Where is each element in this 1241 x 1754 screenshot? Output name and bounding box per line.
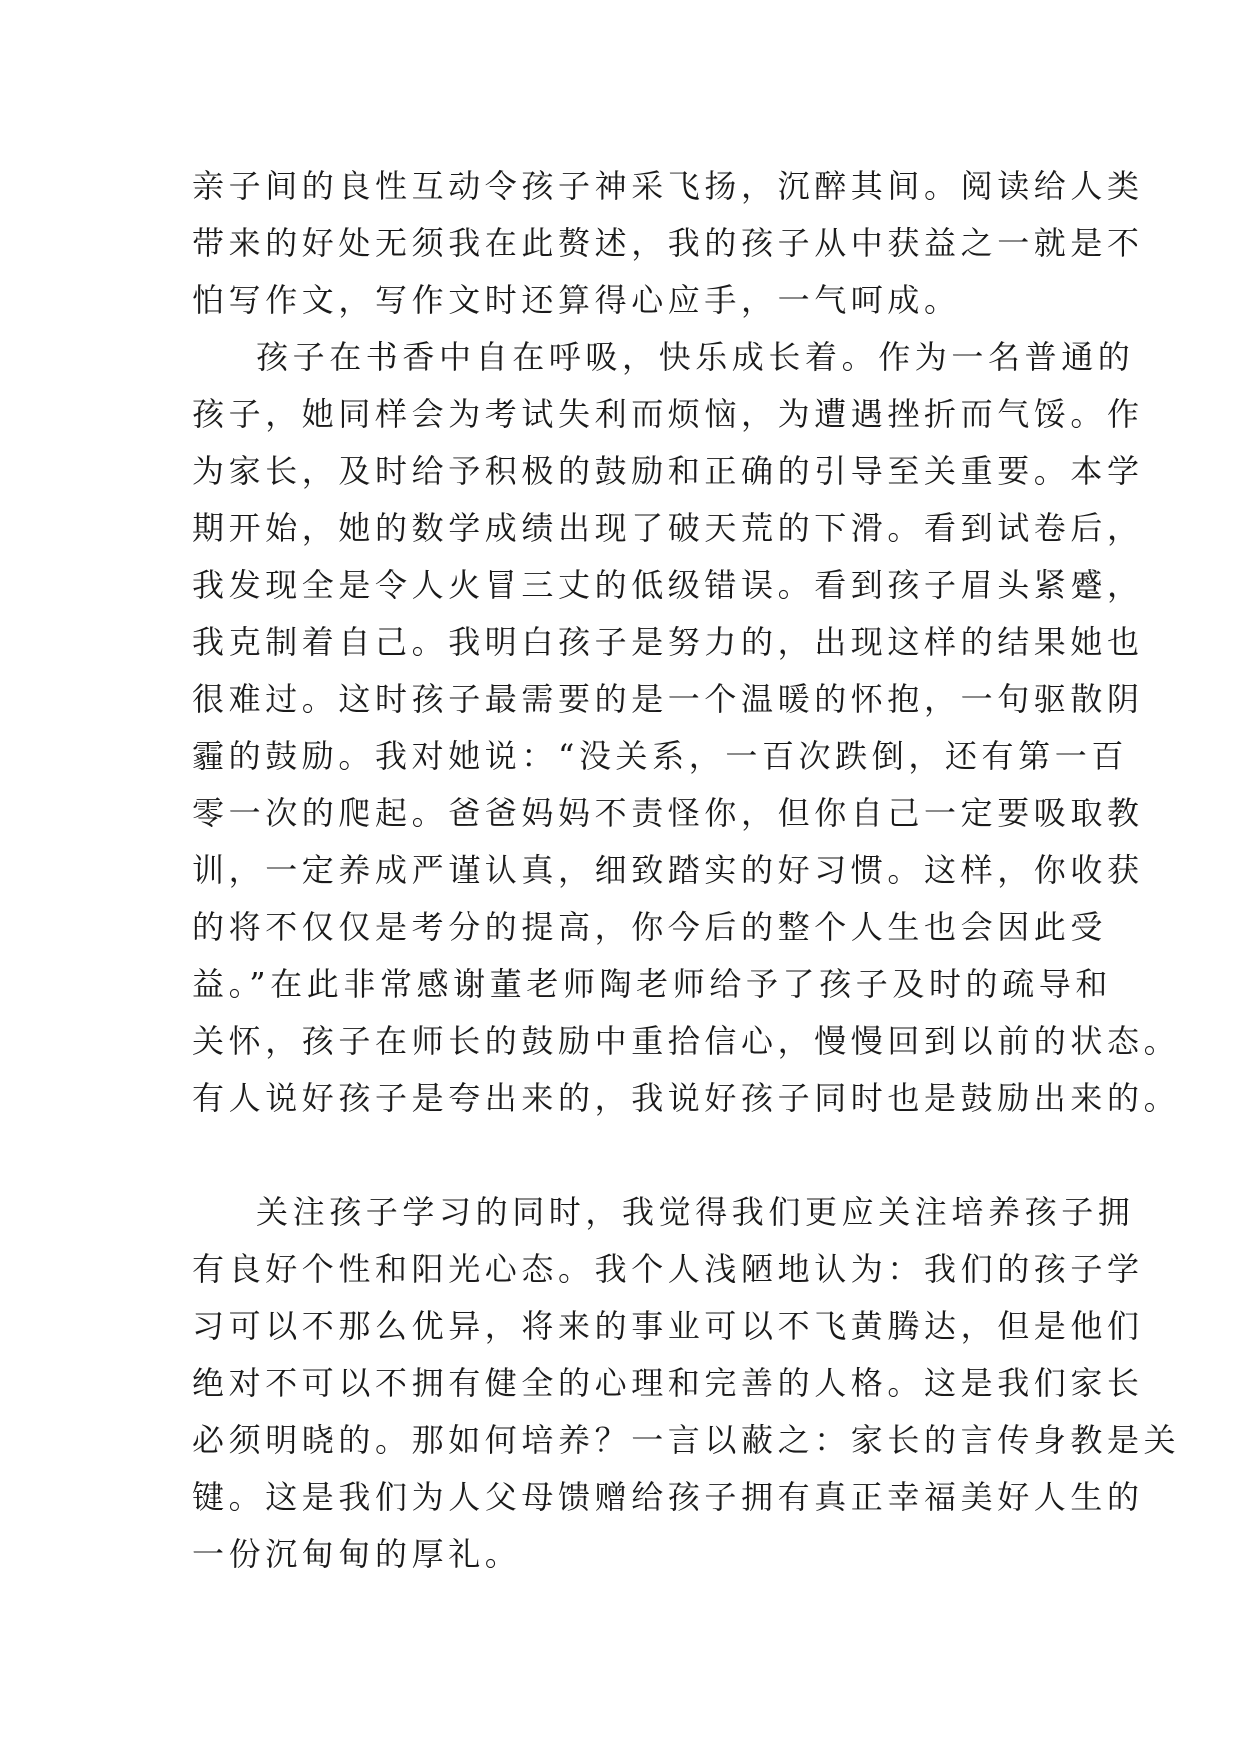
text-line: 带来的好处无须我在此赘述，我的孩子从中获益之一就是不 xyxy=(192,224,1144,262)
paragraph-3 xyxy=(192,1184,1181,1583)
paragraph-1 xyxy=(192,158,1144,329)
text-line: 很难过。这时孩子最需要的是一个温暖的怀抱，一句驱散阴 xyxy=(192,680,1144,718)
text-line: 一份沉甸甸的厚礼。 xyxy=(192,1535,522,1573)
text-line: 孩子，她同样会为考试失利而烦恼，为遭遇挫折而气馁。作 xyxy=(192,395,1144,433)
text-line: 怕写作文，写作文时还算得心应手，一气呵成。 xyxy=(192,281,961,319)
text-line: 绝对不可以不拥有健全的心理和完善的人格。这是我们家长 xyxy=(192,1364,1144,1402)
text-line: 我发现全是令人火冒三丈的低级错误。看到孩子眉头紧蹙， xyxy=(192,566,1144,604)
text-line: 益。”在此非常感谢董老师陶老师给予了孩子及时的疏导和 xyxy=(192,965,1112,1003)
text-line: 必须明晓的。那如何培养？一言以蔽之：家长的言传身教是关 xyxy=(192,1421,1181,1459)
document-body xyxy=(192,158,1181,1583)
paragraph-2 xyxy=(192,329,1181,1184)
text-line: 我克制着自己。我明白孩子是努力的，出现这样的结果她也 xyxy=(192,623,1144,661)
text-line: 霾的鼓励。我对她说：“没关系，一百次跌倒，还有第一百 xyxy=(192,737,1128,775)
text-line: 孩子在书香中自在呼吸，快乐成长着。作为一名普通的 xyxy=(256,338,1135,376)
text-line: 有人说好孩子是夸出来的，我说好孩子同时也是鼓励出来的。 xyxy=(192,1079,1181,1117)
text-line: 亲子间的良性互动令孩子神采飞扬，沉醉其间。阅读给人类 xyxy=(192,167,1144,205)
text-line: 键。这是我们为人父母馈赠给孩子拥有真正幸福美好人生的 xyxy=(192,1478,1144,1516)
text-line: 关注孩子学习的同时，我觉得我们更应关注培养孩子拥 xyxy=(256,1193,1135,1231)
text-line: 关怀，孩子在师长的鼓励中重拾信心，慢慢回到以前的状态。 xyxy=(192,1022,1181,1060)
text-line: 为家长，及时给予积极的鼓励和正确的引导至关重要。本学 xyxy=(192,452,1144,490)
text-line xyxy=(192,1127,1052,1184)
text-line: 期开始，她的数学成绩出现了破天荒的下滑。看到试卷后， xyxy=(192,509,1144,547)
text-line: 零一次的爬起。爸爸妈妈不责怪你，但你自己一定要吸取教 xyxy=(192,794,1144,832)
text-line: 训，一定养成严谨认真，细致踏实的好习惯。这样，你收获 xyxy=(192,851,1144,889)
text-line: 的将不仅仅是考分的提高，你今后的整个人生也会因此受 xyxy=(192,908,1108,946)
text-line: 有良好个性和阳光心态。我个人浅陋地认为：我们的孩子学 xyxy=(192,1250,1144,1288)
text-line: 习可以不那么优异，将来的事业可以不飞黄腾达，但是他们 xyxy=(192,1307,1144,1345)
